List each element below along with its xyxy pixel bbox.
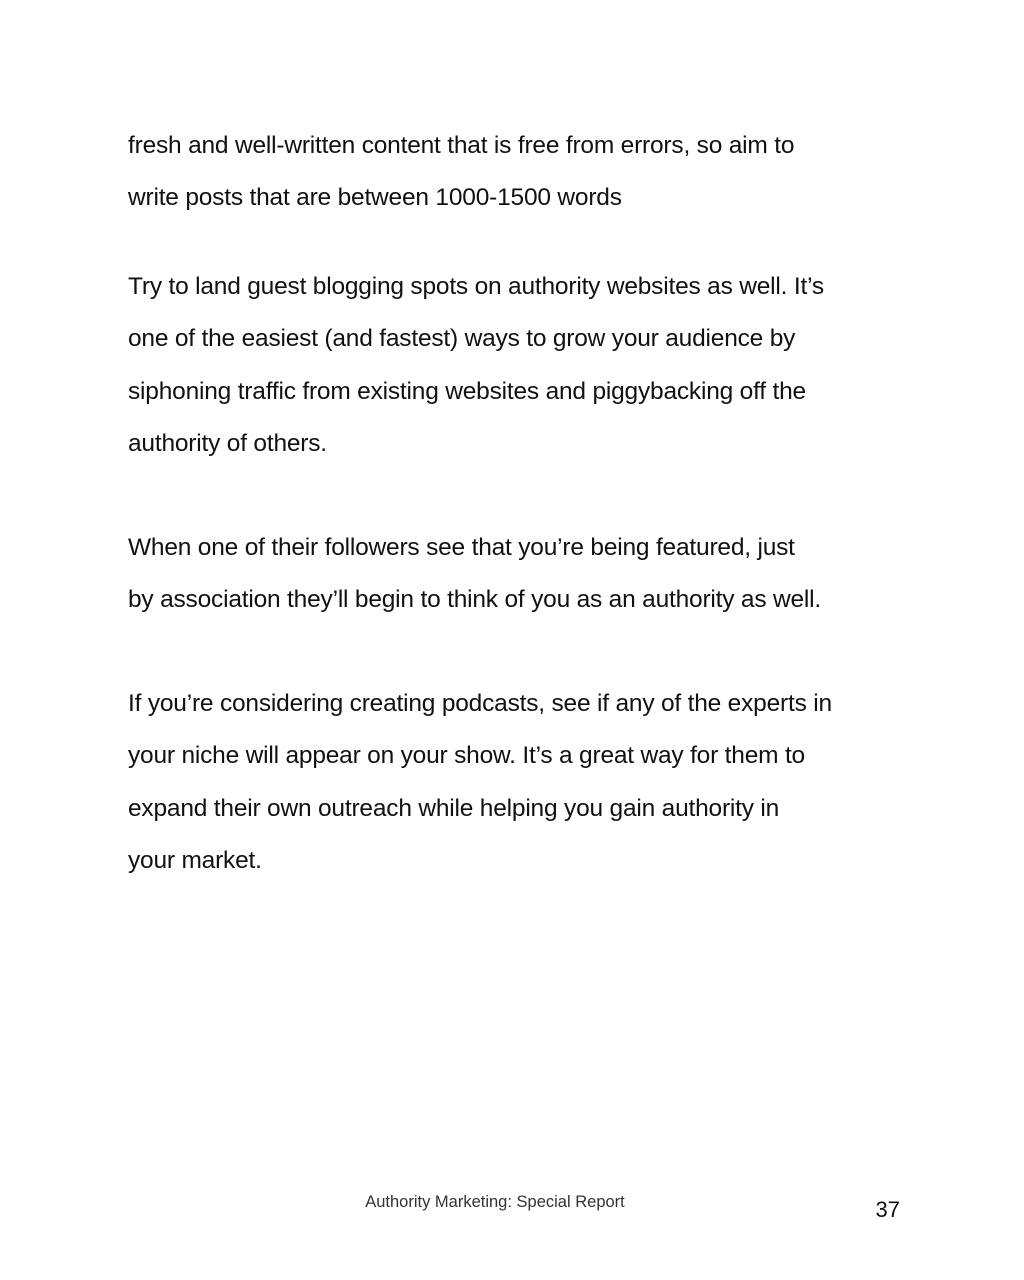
paragraph-4 bbox=[128, 678, 908, 888]
text-line: by association they’ll begin to think of you as an authority as well. bbox=[128, 586, 822, 614]
text-line: expand their own outreach while helping you gain authority in bbox=[128, 794, 780, 822]
text-line: write posts that are between 1000-1500 words bbox=[128, 184, 622, 212]
text-line: siphoning traffic from existing websites and piggybacking off the bbox=[128, 377, 806, 405]
text-line: your niche will appear on your show. It’s a great way for them to bbox=[128, 742, 805, 770]
text-line: Try to land guest blogging spots on authority websites as well. It’s bbox=[128, 273, 824, 300]
text-line: your market. bbox=[128, 847, 262, 875]
paragraph-3 bbox=[128, 522, 908, 627]
paragraph-2 bbox=[128, 261, 908, 471]
page-number: 37 bbox=[875, 1197, 900, 1222]
paragraph-1 bbox=[128, 120, 908, 225]
text-line: If you’re considering creating podcasts, see if any of the experts in bbox=[128, 690, 832, 717]
text-line: When one of their followers see that you’re being featured, just bbox=[128, 534, 795, 561]
text-line: fresh and well-written content that is free from errors, so aim to bbox=[128, 132, 795, 159]
footer-title: Authority Marketing: Special Report bbox=[365, 1193, 625, 1211]
text-line: one of the easiest (and fastest) ways to grow your audience by bbox=[128, 325, 796, 353]
text-line: authority of others. bbox=[128, 430, 327, 458]
